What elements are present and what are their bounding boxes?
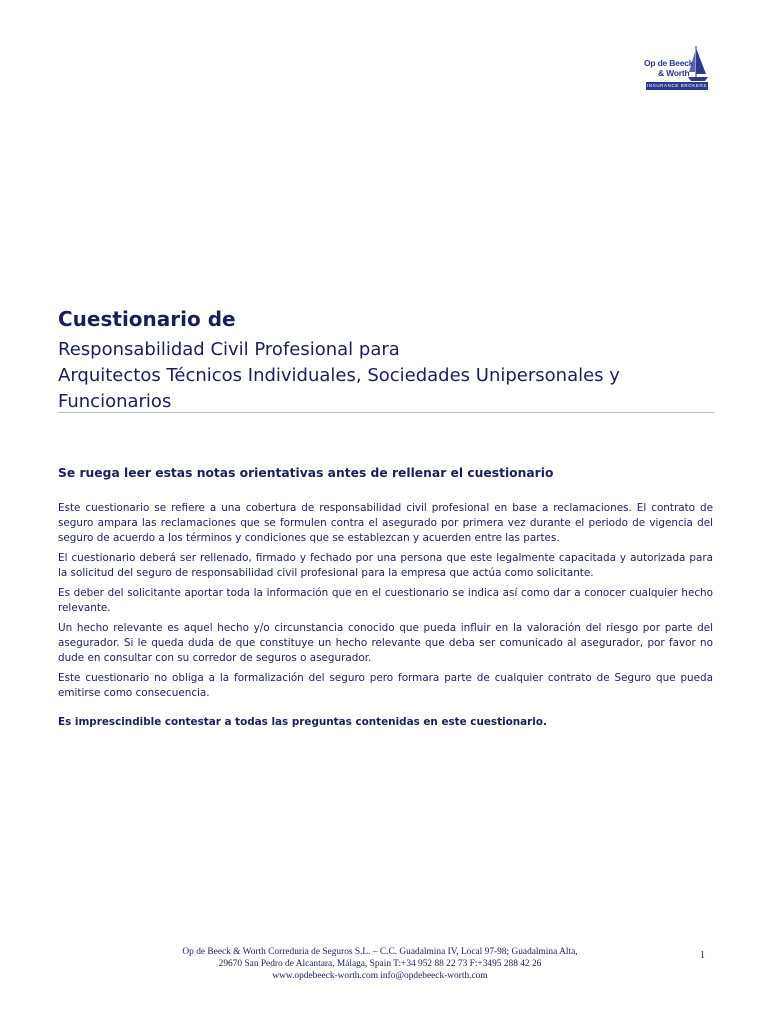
subtitle-line-1: Responsabilidad Civil Profesional para xyxy=(58,339,400,360)
notes-paragraph: Es deber del solicitante aportar toda la información que en el cuestionario se indica así como dar a conocer cualquier hecho relevante. xyxy=(58,587,713,614)
notes-paragraph: Este cuestionario se refiere a una cobertura de responsabilidad civil profesional en base a reclamaciones. El contrato de seguro ampara las reclamaciones que se formulen contra el asegurado por primera vez durante el periodo de vigencia del seguro de acuerdo a los términos y condiciones que se establezcan y acuerden entre las partes. xyxy=(58,502,713,544)
logo-name-line2: & Worth xyxy=(658,68,690,78)
footer-line-2: 29670 San Pedro de Alcantara, Málaga, Spain T:+34 952 88 22 73 F:+3495 288 42 26 xyxy=(218,959,542,969)
logo-name-line1: Op de Beeck xyxy=(644,58,694,68)
title-divider xyxy=(58,412,714,413)
subtitle-line-2: Arquitectos Técnicos Individuales, Sociedades Unipersonales y xyxy=(58,365,620,386)
page-number: 1 xyxy=(700,950,705,961)
notes-body xyxy=(58,501,713,735)
footer-line-3: www.opdebeeck-worth.com info@opdebeeck-worth.com xyxy=(272,971,488,981)
notes-paragraph: El cuestionario deberá ser rellenado, firmado y fechado por una persona que este legalmente capacitada y autorizada para la solicitud del seguro de responsabilidad civil profesional para la empresa que actúa como solicitante. xyxy=(58,552,713,579)
footer-line-1: Op de Beeck & Worth Correduria de Seguros S.L. – C.C. Guadalmina IV, Local 97-98; Guadalmina Alta, xyxy=(182,947,578,957)
document-subtitle xyxy=(58,337,714,415)
notes-heading: Se ruega leer estas notas orientativas antes de rellenar el cuestionario xyxy=(58,466,554,480)
document-title: Cuestionario de xyxy=(58,307,236,331)
subtitle-line-3: Funcionarios xyxy=(58,391,172,412)
company-logo xyxy=(638,44,714,92)
logo-tagline: INSURANCE BROKERS xyxy=(647,83,707,88)
notes-emphasis: Es imprescindible contestar a todas las preguntas contenidas en este cuestionario. xyxy=(58,716,547,728)
notes-paragraph: Este cuestionario no obliga a la formalización del seguro pero formara parte de cualquier contrato de Seguro que pueda emitirse como consecuencia. xyxy=(58,672,713,699)
notes-paragraph: Un hecho relevante es aquel hecho y/o circunstancia conocido que pueda influir en la valoración del riesgo por parte del asegurador. Si le queda duda de que constituye un hecho relevante que deba ser comunicado al asegurador, por favor no dude en consultar con su corredor de seguros o asegurador. xyxy=(58,622,713,664)
page-footer xyxy=(100,946,660,982)
